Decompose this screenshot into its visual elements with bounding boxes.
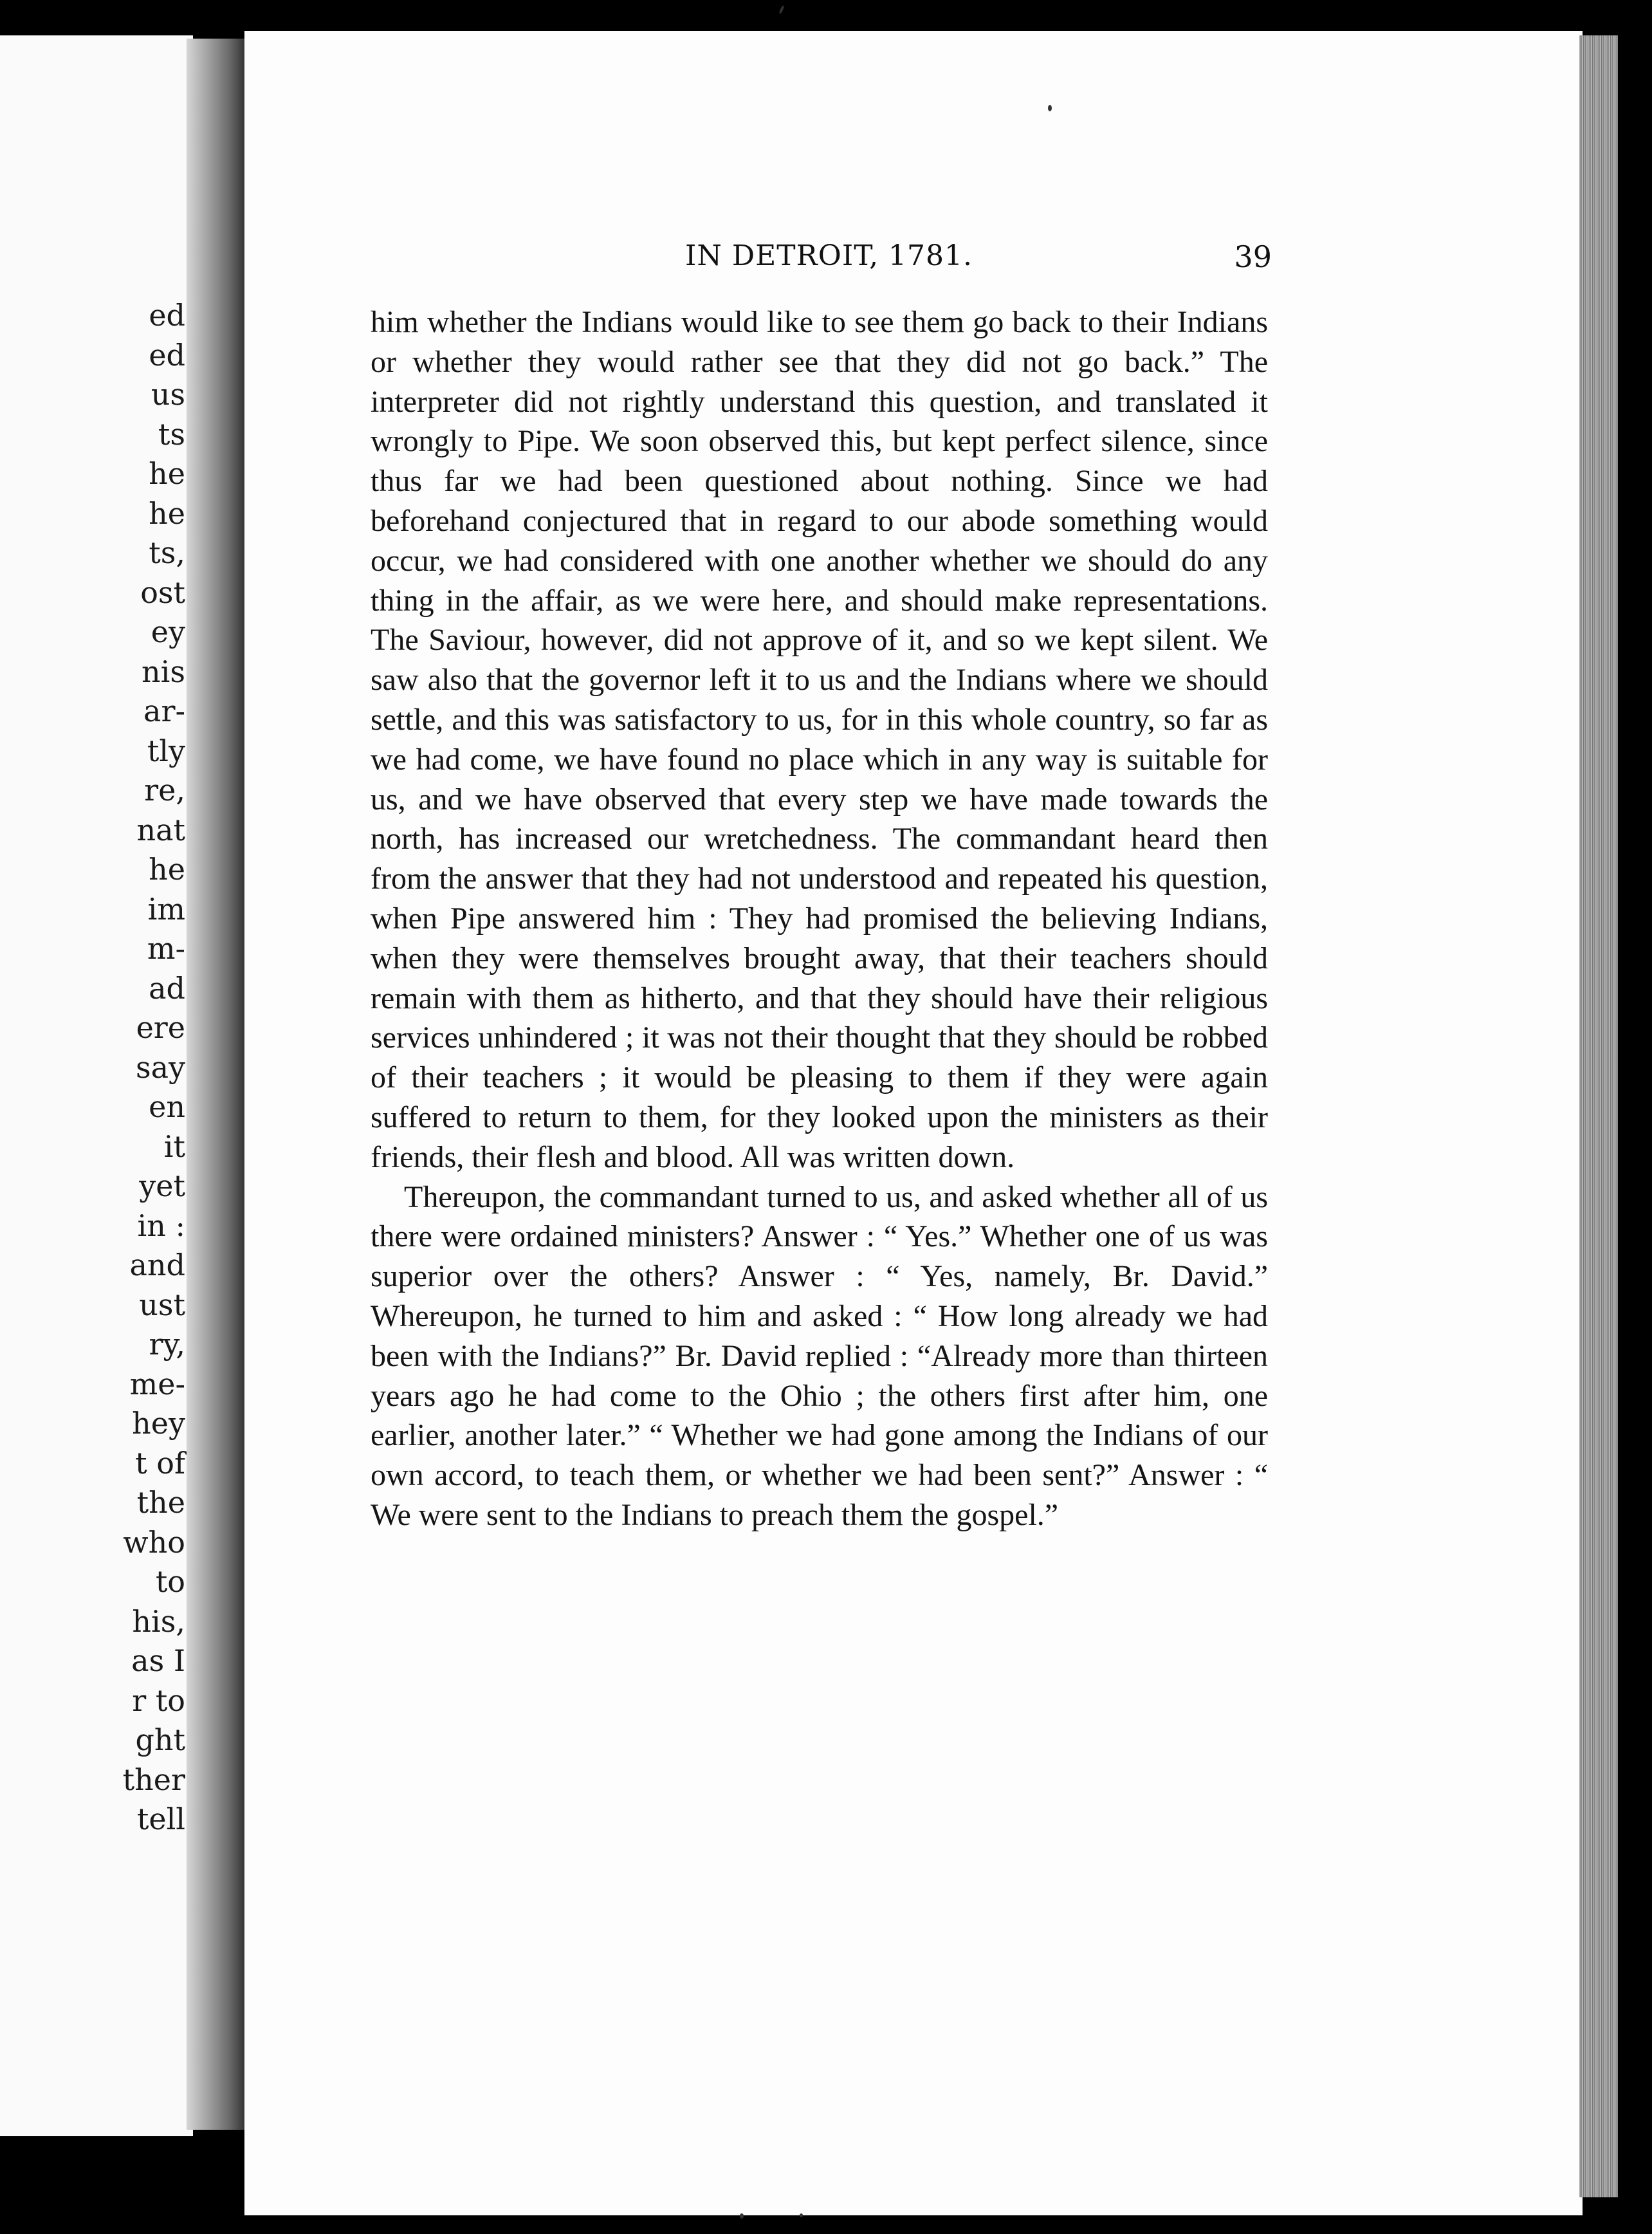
left-line-fragment: ed bbox=[149, 298, 185, 333]
left-line-fragment: ght bbox=[135, 1722, 185, 1757]
page-edges bbox=[1579, 35, 1618, 2197]
left-line-fragment: as I bbox=[131, 1643, 185, 1678]
left-line-fragment: ts bbox=[158, 416, 185, 452]
left-line-fragment: ry, bbox=[149, 1327, 185, 1362]
left-line-fragment: who bbox=[123, 1524, 185, 1560]
left-line-fragment: tly bbox=[147, 733, 185, 768]
body-text bbox=[371, 302, 1268, 1535]
left-line-fragment: m- bbox=[147, 931, 185, 966]
book-gutter-shadow bbox=[187, 39, 248, 2130]
facing-page-left bbox=[0, 35, 193, 2136]
left-line-fragment: it bbox=[163, 1129, 185, 1164]
left-line-fragment: ed bbox=[149, 337, 185, 373]
left-line-fragment: in : bbox=[137, 1208, 185, 1243]
running-head: IN DETROIT, 1781. bbox=[685, 239, 973, 272]
left-line-fragment: ther bbox=[122, 1762, 185, 1797]
left-line-fragment: re, bbox=[144, 773, 185, 808]
left-line-fragment: he bbox=[149, 456, 185, 491]
left-line-fragment: to bbox=[155, 1564, 185, 1599]
page-header bbox=[685, 239, 1272, 278]
left-line-fragment: ey bbox=[151, 614, 185, 649]
left-line-fragment: he bbox=[149, 852, 185, 887]
left-line-fragment: me- bbox=[129, 1366, 185, 1401]
left-line-fragment: us bbox=[151, 377, 185, 412]
left-line-fragment: nat bbox=[136, 812, 185, 847]
left-line-fragment: yet bbox=[139, 1168, 185, 1203]
left-line-fragment: he bbox=[149, 495, 185, 531]
left-line-fragment: tell bbox=[136, 1802, 185, 1836]
left-line-fragment: r to bbox=[132, 1683, 185, 1718]
left-line-fragment: ar- bbox=[143, 694, 185, 728]
left-line-fragment: say bbox=[135, 1049, 185, 1085]
left-line-fragment: and bbox=[129, 1248, 185, 1282]
left-line-fragment: nis bbox=[142, 654, 185, 689]
left-line-fragment: ost bbox=[140, 575, 185, 610]
left-line-fragment: ust bbox=[139, 1287, 185, 1322]
left-line-fragment: ad bbox=[149, 970, 185, 1006]
paragraph-continued: him whether the Indians would like to see them go back to their Indians or whether they would rather see that they did not go back.” The interpreter did not rightly understand this question, and translated it wrongly to Pipe. We soon observed this, but kept perfect silence, since thus far we had been questioned about nothing. Since we had beforehand conjectured that in regard to our abode something would occur, we had considered with one another whether we should do any thing in the affair, as we were here, and should make representations. The Saviour, however, did not approve of it, and so we kept silent. We saw also that the governor left it to us and the Indians where we should settle, and this was satisfactory to us, for in this whole country, so far as we had come, we have found no place which in any way is suitable for us, and we have observed that every step we have made towards the north, has increased our wretchedness. The commandant heard then from the answer that they had not understood and repeated his question, when Pipe answered him : They had promised the believing Indians, when they were themselves brought away, that their teachers should remain with them as hitherto, and that they should have their religious services unhindered ; it was not their thought that they should be robbed of their teachers ; it would be pleasing to them if they were again suffered to return to them, for they looked upon the ministers as their friends, their flesh and blood. All was written down. bbox=[371, 305, 1268, 1174]
left-line-fragment: en bbox=[149, 1089, 185, 1124]
page-number: 39 bbox=[1234, 239, 1272, 274]
left-line-fragment: his, bbox=[132, 1603, 185, 1639]
left-line-fragment: im bbox=[147, 891, 185, 927]
left-page-line-fragments bbox=[0, 296, 185, 1840]
left-line-fragment: hey bbox=[132, 1406, 185, 1441]
paragraph: Thereupon, the commandant turned to us, and asked whether all of us there were ordained ministers? Answer : “ Yes.” Whether one of us was superior over the others? Answer : “ Yes, namely, Br. David.” Whereupon, he turned to him and asked : “ How long already we had been with the Indians?” Br. David replied : “Already more than thirteen years ago he had come to the Ohio ; the others first after him, one earlier, another later.” “ Whether we had gone among the Indians of our own accord, to teach them, or whether we had been sent?” Answer : “ We were sent to the Indians to preach them the gospel.” bbox=[371, 1179, 1268, 1532]
left-line-fragment: the bbox=[136, 1485, 185, 1520]
left-line-fragment: t of bbox=[135, 1445, 185, 1481]
left-line-fragment: ere bbox=[136, 1010, 185, 1045]
left-line-fragment: ts, bbox=[149, 535, 185, 570]
